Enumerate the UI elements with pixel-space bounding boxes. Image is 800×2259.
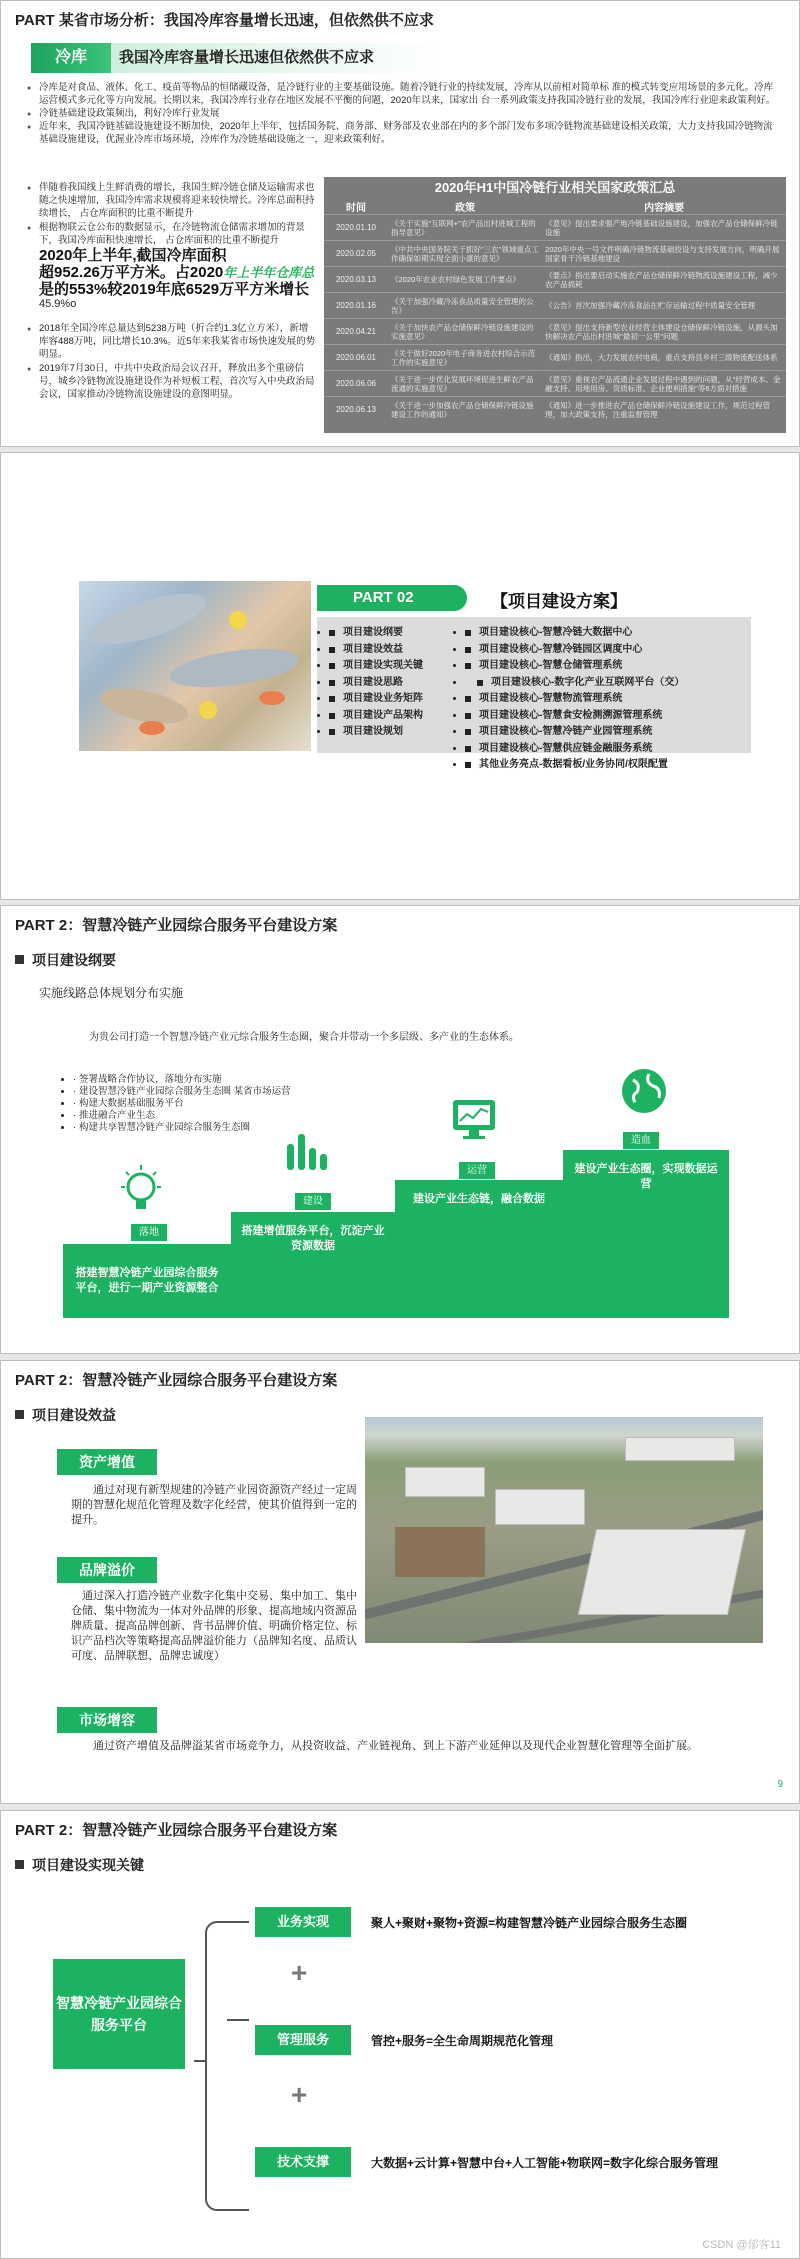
connector-line bbox=[227, 1921, 249, 1923]
policy-summary: 《公告》首次加强冷藏冷冻食品在贮存运输过程中质量安全管理 bbox=[542, 293, 786, 319]
policy-summary: 《通知》进一步推进农产品仓储保鲜冷链设施建设工作，规范过程管理，加大政策支持，注重监督管理 bbox=[542, 397, 786, 423]
slide-title: PART 2：智慧冷链产业园综合服务平台建设方案 bbox=[15, 1822, 338, 1839]
watermark: CSDN @郁客11 bbox=[702, 2239, 781, 2251]
intro-item: ● 近年来，我国冷链基础设施建设不断加快，2020年上半年，包括国务院、商务部、财务部及农业部在内的多个部门发布多项冷链物流基础建设相关政策，大力支持我国冷链物流基础设施建设，优渥业冷库市场环境，冷库作为冷链基础设施之一，迎来政策利好。 bbox=[27, 120, 779, 146]
globe-icon bbox=[619, 1066, 669, 1116]
policy-name: 《2020年农业农村绿色发展工作要点》 bbox=[388, 267, 542, 293]
policy-date: 2020.06.13 bbox=[324, 397, 388, 423]
part-tag: PART 02 bbox=[317, 585, 467, 611]
policy-row bbox=[324, 267, 786, 293]
factor-desc: 管控+服务=全生命周期规范化管理 bbox=[371, 2034, 554, 2048]
lemon-shape bbox=[229, 611, 247, 629]
warehouse-shape bbox=[578, 1529, 746, 1615]
policy-date: 2020.01.16 bbox=[324, 293, 388, 319]
policy-date: 2020.02.05 bbox=[324, 241, 388, 267]
lemon-shape bbox=[199, 701, 217, 719]
policy-summary: 《要点》指出要启动实施农产品仓储保鲜冷链物流设施建设工程，减少农产品损耗 bbox=[542, 267, 786, 293]
contents-item: • 项目建设核心-智慧冷链大数据中心 bbox=[465, 625, 755, 642]
contents-item: • 项目建设核心-智慧冷链产业园管理系统 bbox=[465, 724, 755, 741]
contents-item: • 项目建设核心-智慧物流管理系统 bbox=[465, 691, 755, 708]
left-item-text: 根据物联云仓公布的数据显示，在冷链物流仓储需求增加的背景下，我国冷库面积快速增长， 占仓库面积的比重不断提升 bbox=[39, 222, 306, 246]
policy-date: 2020.04.21 bbox=[324, 319, 388, 345]
monitor-chart-icon bbox=[449, 1096, 499, 1142]
square-bullet-icon bbox=[15, 1860, 24, 1869]
industrial-park-photo bbox=[365, 1417, 763, 1643]
plan-line: 实施线路总体规划分布实施 bbox=[39, 986, 184, 1000]
highlight-part: 超952.26万平方米。占2020 bbox=[39, 264, 224, 281]
plan-item: · • 推进融合产业生态 bbox=[73, 1110, 291, 1122]
policy-date: 2020.06.01 bbox=[324, 345, 388, 371]
policy-name: 《关于做好2020年电子商务进农村综合示范工作的实施意见》 bbox=[388, 345, 542, 371]
benefit-text: 通过对现有新型规建的冷链产业园资源资产经过一定周期的智慧化规范化管理及数字化经营，使其价值得到一定的提升。 bbox=[71, 1484, 357, 1526]
stage-box: 搭建智慧冷链产业园综合服务平台，进行一期产业资源整合 bbox=[63, 1244, 231, 1318]
highlight-tail: 45.9%o bbox=[39, 298, 77, 310]
highlight-line bbox=[39, 264, 317, 281]
slide-title: PART 某省市场分析：我国冷库容量增长迅速，但依然供不应求 bbox=[15, 12, 434, 29]
stage-label: 造血 bbox=[623, 1132, 659, 1149]
soil-area bbox=[395, 1527, 485, 1577]
policy-row bbox=[324, 241, 786, 267]
slide-project-plan bbox=[0, 452, 800, 900]
stage-box: 建设产业生态圈，实现数据运营 bbox=[563, 1150, 729, 1318]
stage-label: 建设 bbox=[295, 1193, 331, 1210]
section-tag: 冷库 bbox=[31, 43, 111, 73]
policy-name: 《中共中央国务院关于抓好"三农"领域重点工作确保如期实现全面小康的意见》 bbox=[388, 241, 542, 267]
slide-benefits bbox=[0, 1360, 800, 1804]
policy-name: 《关于加快农产品仓储保鲜冷链设施建设的实施意见》 bbox=[388, 319, 542, 345]
contents-item: • 项目建设核心-智慧食安检测溯源管理系统 bbox=[465, 708, 755, 725]
benefit-label: 品牌溢价 bbox=[57, 1557, 157, 1583]
plan-item: · • 构建大数据基础服务平台 bbox=[73, 1098, 291, 1110]
subtitle-text: 项目建设效益 bbox=[32, 1407, 116, 1423]
slide-title: PART 2：智慧冷链产业园综合服务平台建设方案 bbox=[15, 917, 338, 934]
stage-box: 搭建增值服务平台，沉淀产业资源数据 bbox=[231, 1212, 395, 1318]
intro-item: ● 冷库是对食品、液体、化工、疫苗等物品的恒储藏设备，是冷链行业的主要基础设施。随着冷链行业的持续发展，冷库从以前相对简单标 准的模式转变应用场景的多元化。冷库运营模式多元化等方向发展。长期以来，我国冷库行业存在地区发展不平衡的问题，2020年以来，国家出 台一系列政策支持我国冷链行业的发展，我国冷库行业迎来政策利好。 bbox=[27, 81, 779, 107]
policy-summary: 《通知》指出，大力发展农村电商，重点支持县乡村三级物流配送体系 bbox=[542, 345, 786, 371]
contents-item: • 项目建设产品架构 bbox=[329, 708, 459, 725]
factor-label: 技术支撑 bbox=[255, 2147, 351, 2177]
plus-icon: + bbox=[291, 1957, 308, 1988]
stage-box: 建设产业生态链，融合数据 bbox=[395, 1180, 563, 1318]
policy-date: 2020.03.13 bbox=[324, 267, 388, 293]
building-shape bbox=[405, 1467, 485, 1497]
benefit-label: 市场增容 bbox=[57, 1707, 157, 1733]
left-item: ● 2018年全国冷库总量达到5238万吨（折合约1.3亿立方米），新增库容488万吨，同比增长10.3%。近5年来我某省市场快速发展的势明显。 bbox=[27, 322, 317, 361]
plus-icon: + bbox=[291, 2079, 308, 2110]
stage-label: 运营 bbox=[459, 1162, 495, 1179]
policy-name: 《关于加强冷藏冷冻食品质量安全管理的公告》 bbox=[388, 293, 542, 319]
policy-summary: 《意见》提出支持新型农业经营主体建设仓储保鲜冷链设施，从源头加快解决农产品出村进城"最初一公里"问题 bbox=[542, 319, 786, 345]
policy-table bbox=[324, 199, 786, 423]
plan-item: · • 构建共享智慧冷链产业园综合服务生态圈 bbox=[73, 1122, 291, 1134]
column-header: 时间 bbox=[346, 203, 366, 214]
policy-row bbox=[324, 397, 786, 423]
subtitle-text: 项目建设实现关键 bbox=[32, 1857, 144, 1873]
contents-item: • 其他业务亮点-数据看板/业务协同/权限配置 bbox=[465, 757, 755, 774]
policy-table-panel bbox=[324, 177, 786, 433]
highlight-stat bbox=[39, 247, 317, 298]
fish-shape bbox=[86, 583, 211, 654]
slide-title: PART 2：智慧冷链产业园综合服务平台建设方案 bbox=[15, 1372, 338, 1389]
section-headline: 我国冷库容量增长迅速但依然供不应求 bbox=[111, 43, 441, 73]
intro-list bbox=[27, 81, 779, 146]
contents-item: • 项目建设规划 bbox=[329, 724, 459, 741]
section-subtitle bbox=[15, 950, 116, 970]
policy-date: 2020.06.06 bbox=[324, 371, 388, 397]
policy-row bbox=[324, 215, 786, 241]
stage-label: 落地 bbox=[131, 1224, 167, 1241]
policy-row bbox=[324, 319, 786, 345]
policy-table-title: 2020年H1中国冷链行业相关国家政策汇总 bbox=[434, 180, 676, 195]
contents-column-2 bbox=[465, 625, 755, 774]
highlight-line: 是的553%较2019年底6529万平方米增长 bbox=[39, 281, 310, 298]
left-item bbox=[27, 221, 317, 311]
factor-desc: 大数据+云计算+智慧中台+人工智能+物联网=数字化综合服务管理 bbox=[371, 2156, 719, 2170]
contents-item: • 项目建设核心-智慧供应链金融服务系统 bbox=[465, 741, 755, 758]
page-number: 9 bbox=[777, 1779, 783, 1790]
plan-item: · • 建设智慧冷链产业园综合服务生态圈 某省市场运营 bbox=[73, 1086, 291, 1098]
highlight-line: 2020年上半年,截国冷库面积 bbox=[39, 247, 227, 264]
contents-column-1 bbox=[329, 625, 459, 741]
lead-text: 为贵公司打造一个智慧冷链产业元综合服务生态圈，聚合并带动一个多层级、多产业的生态体系。 bbox=[89, 1032, 519, 1043]
connector-line bbox=[227, 2209, 249, 2211]
contents-item: • 项目建设核心-智慧仓储管理系统 bbox=[465, 658, 755, 675]
policy-row bbox=[324, 371, 786, 397]
section-subtitle bbox=[15, 1855, 144, 1875]
building-shape bbox=[625, 1437, 735, 1461]
slide-outline bbox=[0, 905, 800, 1354]
highlight-italic: 年上半年仓库总 bbox=[223, 265, 315, 280]
policy-name: 《关于进一步加强农产品仓储保鲜冷链设施建设工作的通知》 bbox=[388, 397, 542, 423]
section-title: 【项目建设方案】 bbox=[491, 592, 627, 611]
benefit-text: 通过深入打造冷链产业数字化集中交易、集中加工、集中仓储、集中物流为一体对外品牌的形象、提高地域内资源品牌质量、提高品牌创新、背书品牌价值、明确价格定位、标识产品档次等策略提高品牌溢价能力（品牌知名度、品质认可度、品牌联想、品牌忠诚度） bbox=[71, 1590, 357, 1662]
contents-item: • 项目建设核心-数字化产业互联网平台（交） bbox=[465, 675, 755, 692]
subtitle-text: 项目建设纲要 bbox=[32, 952, 116, 968]
policy-summary: 《意见》提出要求强产地冷链基础设施建设，加强农产品仓储保鲜冷链设施 bbox=[542, 215, 786, 241]
policy-summary: 2020年中央一号文件明确冷链物流基础投设与支持发展方向，明确开展国家骨干冷链基地建设 bbox=[542, 241, 786, 267]
bar-chart-icon bbox=[281, 1126, 331, 1176]
shrimp-shape bbox=[139, 721, 165, 735]
seafood-photo bbox=[79, 581, 311, 751]
platform-box: 智慧冷链产业园综合服务平台 bbox=[53, 1959, 185, 2069]
left-item: ● 伴随着我国线上生鲜消费的增长，我国生鲜冷链仓储及运输需求也随之快速增加，我国冷库需求规模将迎来较快增长。冷库总面积持续增长， 占仓库面积的比重不断提升 bbox=[27, 181, 317, 220]
lightbulb-icon bbox=[111, 1161, 171, 1221]
contents-item: • 项目建设思路 bbox=[329, 675, 459, 692]
brace-connector bbox=[205, 1921, 227, 2211]
fish-shape bbox=[167, 642, 300, 694]
contents-item: • 项目建设效益 bbox=[329, 642, 459, 659]
benefit-label: 资产增值 bbox=[57, 1449, 157, 1475]
contents-item: • 项目建设实现关键 bbox=[329, 658, 459, 675]
shrimp-shape bbox=[259, 691, 285, 705]
policy-name: 《关于实施"互联网+"农产品出村进城工程的指导意见》 bbox=[388, 215, 542, 241]
intro-item: ● 冷链基础建设政策频出，利好冷库行业发展 bbox=[27, 107, 779, 120]
factor-desc: 聚人+聚财+聚物+资源=构建智慧冷链产业园综合服务生态圈 bbox=[371, 1916, 688, 1930]
benefit-text: 通过资产增值及品牌溢某省市场竞争力，从投资收益、产业链视角、到上下游产业延伸以及现代企业智慧化管理等全面扩展。 bbox=[93, 1740, 698, 1752]
square-bullet-icon bbox=[15, 1410, 24, 1419]
factor-label: 业务实现 bbox=[255, 1907, 351, 1937]
plan-item: · • 签署战略合作协议，落地分布实施 bbox=[73, 1074, 291, 1086]
policy-row bbox=[324, 293, 786, 319]
section-subtitle bbox=[15, 1405, 116, 1425]
contents-item: • 项目建设业务矩阵 bbox=[329, 691, 459, 708]
left-item: ● 2019年7月30日，中共中央政治局会议召开，释放出多个重磅信号，城乡冷链物流设施建设作为补短板工程，首次写入中央政治局会议，国家推动冷链物流设施建设的意图明显。 bbox=[27, 362, 317, 401]
column-header: 政策 bbox=[455, 203, 476, 214]
slide-key-factors bbox=[0, 1810, 800, 2259]
policy-summary: 《意见》重视农产品流通企业发展过程中遇到的问题，从"经营成本、金融支持、用地用房、资质标准、企业便利措施"等6方面对措施 bbox=[542, 371, 786, 397]
policy-row bbox=[324, 345, 786, 371]
factor-label: 管理服务 bbox=[255, 2025, 351, 2055]
policy-name: 《关于进一步优化发展环境促进生鲜农产品流通的实施意见》 bbox=[388, 371, 542, 397]
policy-date: 2020.01.10 bbox=[324, 215, 388, 241]
building-shape bbox=[495, 1489, 585, 1525]
square-bullet-icon bbox=[15, 955, 24, 964]
column-header: 内容摘要 bbox=[644, 203, 685, 214]
plan-list bbox=[73, 1074, 291, 1134]
slide-market-analysis bbox=[0, 0, 800, 447]
contents-item: • 项目建设核心-智慧冷链园区调度中心 bbox=[465, 642, 755, 659]
left-column bbox=[27, 181, 317, 402]
connector-line bbox=[227, 2019, 249, 2021]
contents-item: • 项目建设纲要 bbox=[329, 625, 459, 642]
